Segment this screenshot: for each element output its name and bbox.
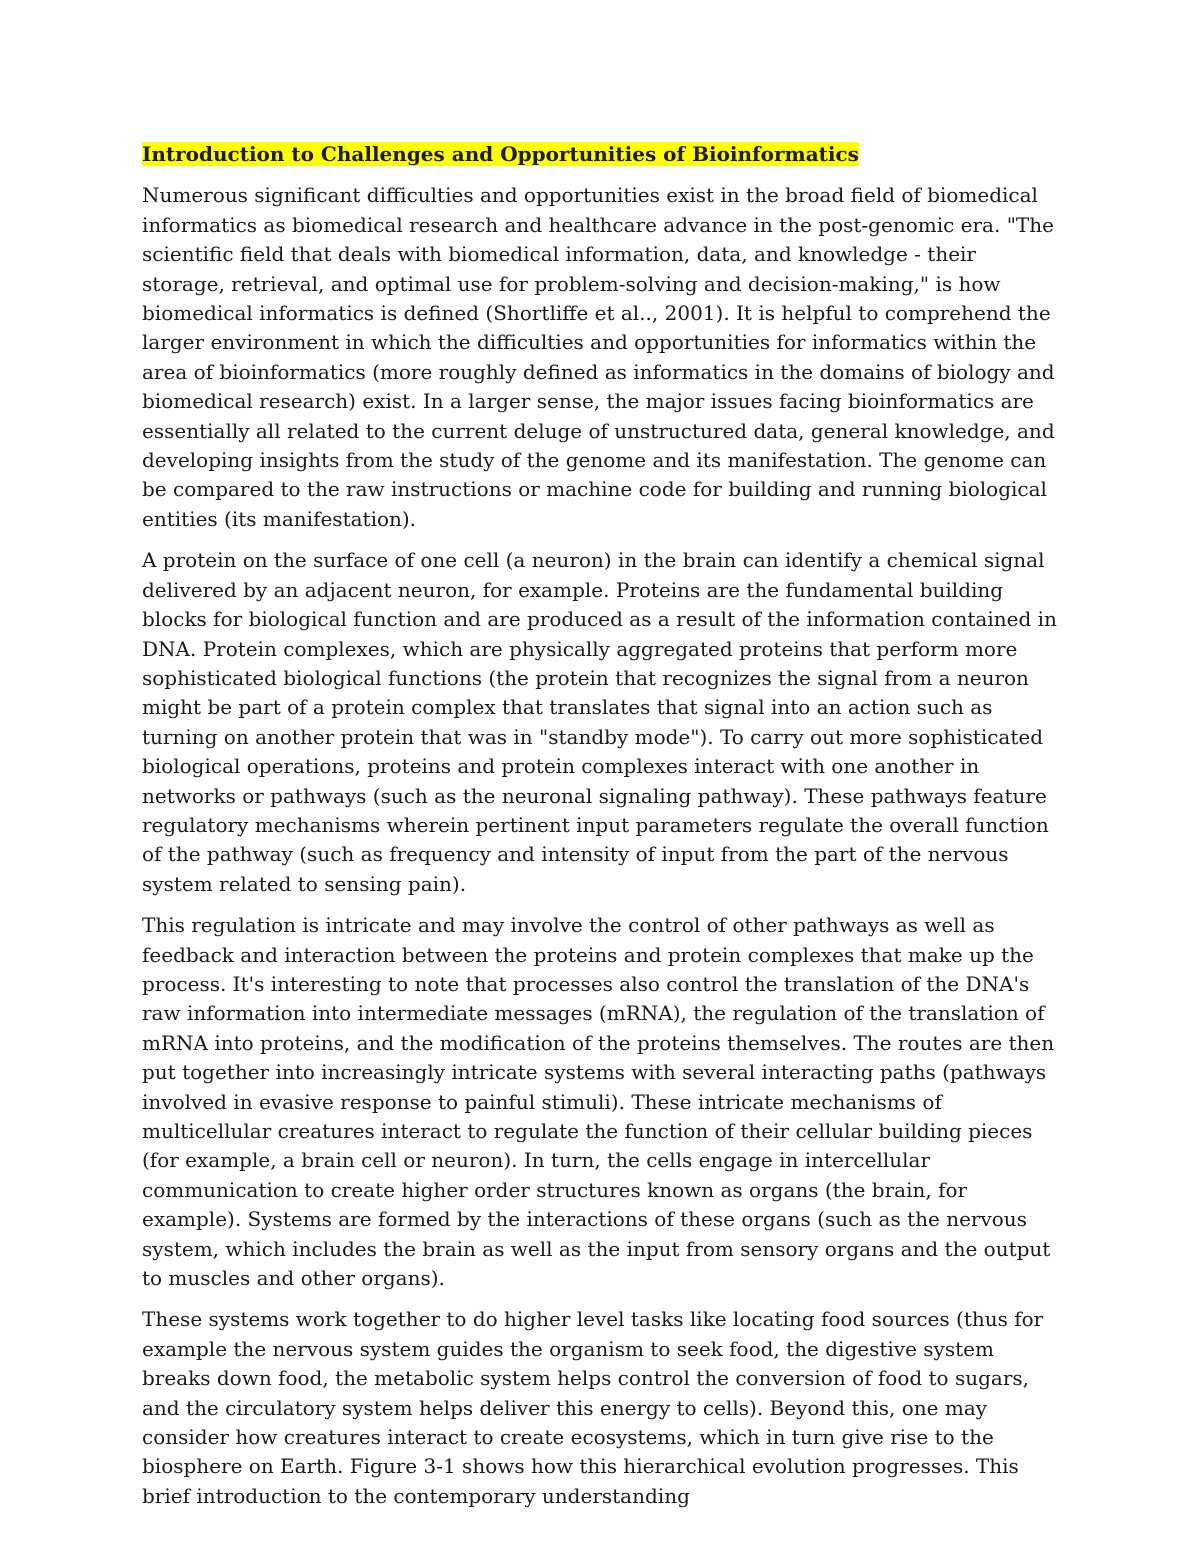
paragraph-2: A protein on the surface of one cell (a neuron) in the brain can identify a chemical signal delivered by an adjacent neuron, for example. Proteins are the fundamental building blocks for biological function and are produced as a result of the information contained in DNA. Protein complexes, which are physically aggregated proteins that perform more sophisticated biological functions (the protein that recognizes the signal from a neuron might be part of a protein complex that translates that signal into an action such as turning on another protein that was in "standby mode"). To carry out more sophisticated biological operations, proteins and protein complexes interact with one another in networks or pathways (such as the neuronal signaling pathway). These pathways feature regulatory mechanisms wherein pertinent input parameters regulate the overall function of the pathway (such as frequency and intensity of input from the part of the nervous system related to sensing pain). (142, 548, 1057, 896)
document-heading (142, 140, 1062, 169)
paragraph-3: This regulation is intricate and may involve the control of other pathways as well as feedback and interaction between the proteins and protein complexes that make up the process. It's interesting to note that processes also control the translation of the DNA's raw information into intermediate messages (mRNA), the regulation of the translation of mRNA into proteins, and the modification of the proteins themselves. The routes are then put together into increasingly intricate systems with several interacting paths (pathways involved in evasive response to painful stimuli). These intricate mechanisms of multicellular creatures interact to regulate the function of their cellular building pieces (for example, a brain cell or neuron). In turn, the cells engage in intercellular communication to create higher order structures known as organs (the brain, for example). Systems are formed by the interactions of these organs (such as the nervous system, which includes the brain as well as the input from sensory organs and the output to muscles and other organs). (142, 913, 1055, 1291)
document-body (142, 140, 1062, 1523)
paragraph-4: These systems work together to do higher level tasks like locating food sources (thus for example the nervous system guides the organism to seek food, the digestive system breaks down food, the metabolic system helps control the conversion of food to sugars, and the circulatory system helps deliver this energy to cells). Beyond this, one may consider how creatures interact to create ecosystems, which in turn give rise to the biosphere on Earth. Figure 3-1 shows how this hierarchical evolution progresses. This brief introduction to the contemporary understanding (142, 1307, 1044, 1508)
paragraph-1: Numerous significant difficulties and opportunities exist in the broad field of biomedical informatics as biomedical research and healthcare advance in the post-genomic era. "The scientific field that deals with biomedical information, data, and knowledge - their storage, retrieval, and optimal use for problem-solving and decision-making," is how biomedical informatics is defined (Shortliffe et al.., 2001). It is helpful to comprehend the larger environment in which the difficulties and opportunities for informatics within the area of bioinformatics (more roughly defined as informatics in the domains of biology and biomedical research) exist. In a larger sense, the major issues facing bioinformatics are essentially all related to the current deluge of unstructured data, general knowledge, and developing insights from the study of the genome and its manifestation. The genome can be compared to the raw instructions or machine code for building and running biological entities (its manifestation). (142, 183, 1055, 531)
highlighted-heading-text: Introduction to Challenges and Opportunities of Bioinformatics (142, 142, 859, 166)
